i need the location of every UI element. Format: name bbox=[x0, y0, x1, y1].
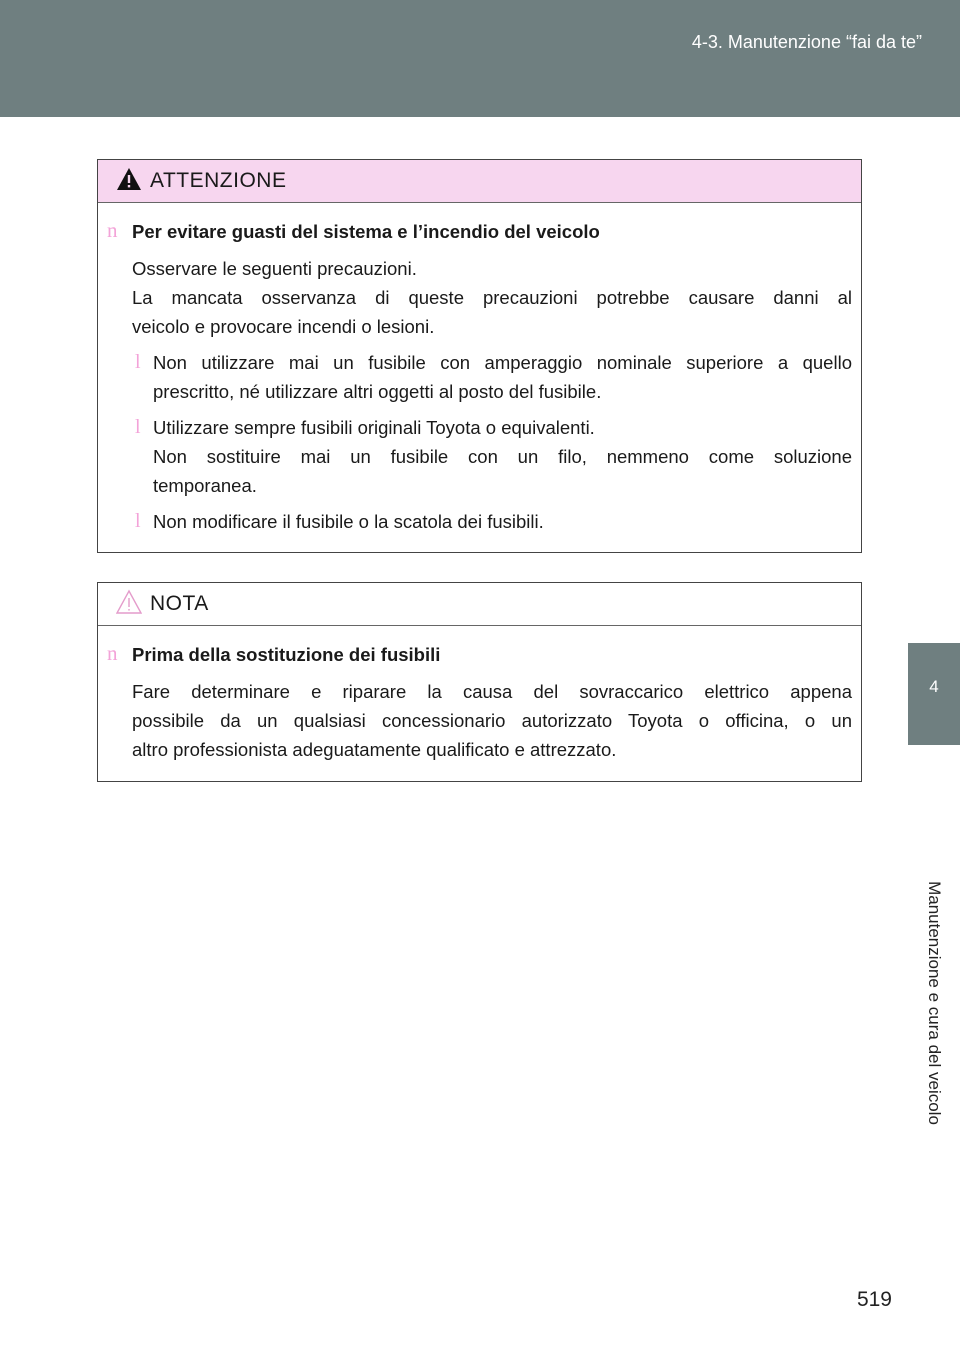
warning-bullet bbox=[107, 348, 852, 406]
chapter-title: Manutenzione e cura del veicolo bbox=[925, 881, 944, 1125]
warning-icon bbox=[116, 167, 142, 196]
intro-line: veicolo e provocare incendi o lesioni. bbox=[132, 316, 435, 337]
bullet-line: Utilizzare sempre fusibili originali Toyota o equivalenti. bbox=[153, 417, 595, 438]
subheading-marker: n bbox=[107, 218, 118, 242]
subheading-marker: n bbox=[107, 641, 118, 665]
bullet-line: Non modificare il fusibile o la scatola dei fusibili. bbox=[153, 511, 544, 532]
intro-line: Osservare le seguenti precauzioni. bbox=[132, 258, 417, 279]
page-number: 519 bbox=[856, 1288, 892, 1311]
warning-subtitle-text: Per evitare guasti del sistema e l’incendio del veicolo bbox=[132, 221, 600, 242]
warning-intro bbox=[107, 254, 852, 341]
caution-outline-icon bbox=[116, 589, 142, 620]
paragraph-line: Fare determinare e riparare la causa del sovraccarico elettrico appena bbox=[132, 681, 852, 702]
bullet-line: Non sostituire mai un fusibile con un filo, nemmeno come soluzione bbox=[153, 446, 852, 467]
paragraph-line: altro professionista adeguatamente qualificato e attrezzato. bbox=[132, 739, 617, 760]
warning-bullet bbox=[107, 507, 852, 536]
notice-paragraph bbox=[107, 677, 852, 764]
paragraph-line: possibile da un qualsiasi concessionario autorizzato Toyota o officina, o un bbox=[132, 710, 852, 731]
page-header bbox=[0, 0, 960, 117]
warning-box bbox=[97, 159, 862, 553]
intro-line: La mancata osservanza di queste precauzioni potrebbe causare danni al bbox=[132, 287, 852, 308]
warning-header bbox=[98, 160, 861, 203]
warning-bullet bbox=[107, 413, 852, 500]
bullet-line: prescritto, né utilizzare altri oggetti al posto del fusibile. bbox=[153, 381, 602, 402]
bullet-marker: l bbox=[135, 416, 141, 438]
bullet-marker: l bbox=[135, 510, 141, 532]
bullet-line: temporanea. bbox=[153, 475, 257, 496]
bullet-line: Non utilizzare mai un fusibile con amperaggio nominale superiore a quello bbox=[153, 352, 852, 373]
bullet-marker: l bbox=[135, 351, 141, 373]
notice-subtitle-text: Prima della sostituzione dei fusibili bbox=[132, 644, 441, 665]
notice-title: NOTA bbox=[150, 592, 209, 615]
notice-header bbox=[98, 583, 861, 626]
chapter-tab[interactable] bbox=[908, 643, 960, 745]
chapter-number: 4 bbox=[929, 677, 939, 696]
warning-title: ATTENZIONE bbox=[150, 169, 287, 192]
warning-subtitle bbox=[107, 217, 852, 246]
section-title: 4-3. Manutenzione “fai da te” bbox=[691, 32, 922, 52]
notice-box bbox=[97, 582, 862, 782]
notice-subtitle bbox=[107, 640, 852, 669]
